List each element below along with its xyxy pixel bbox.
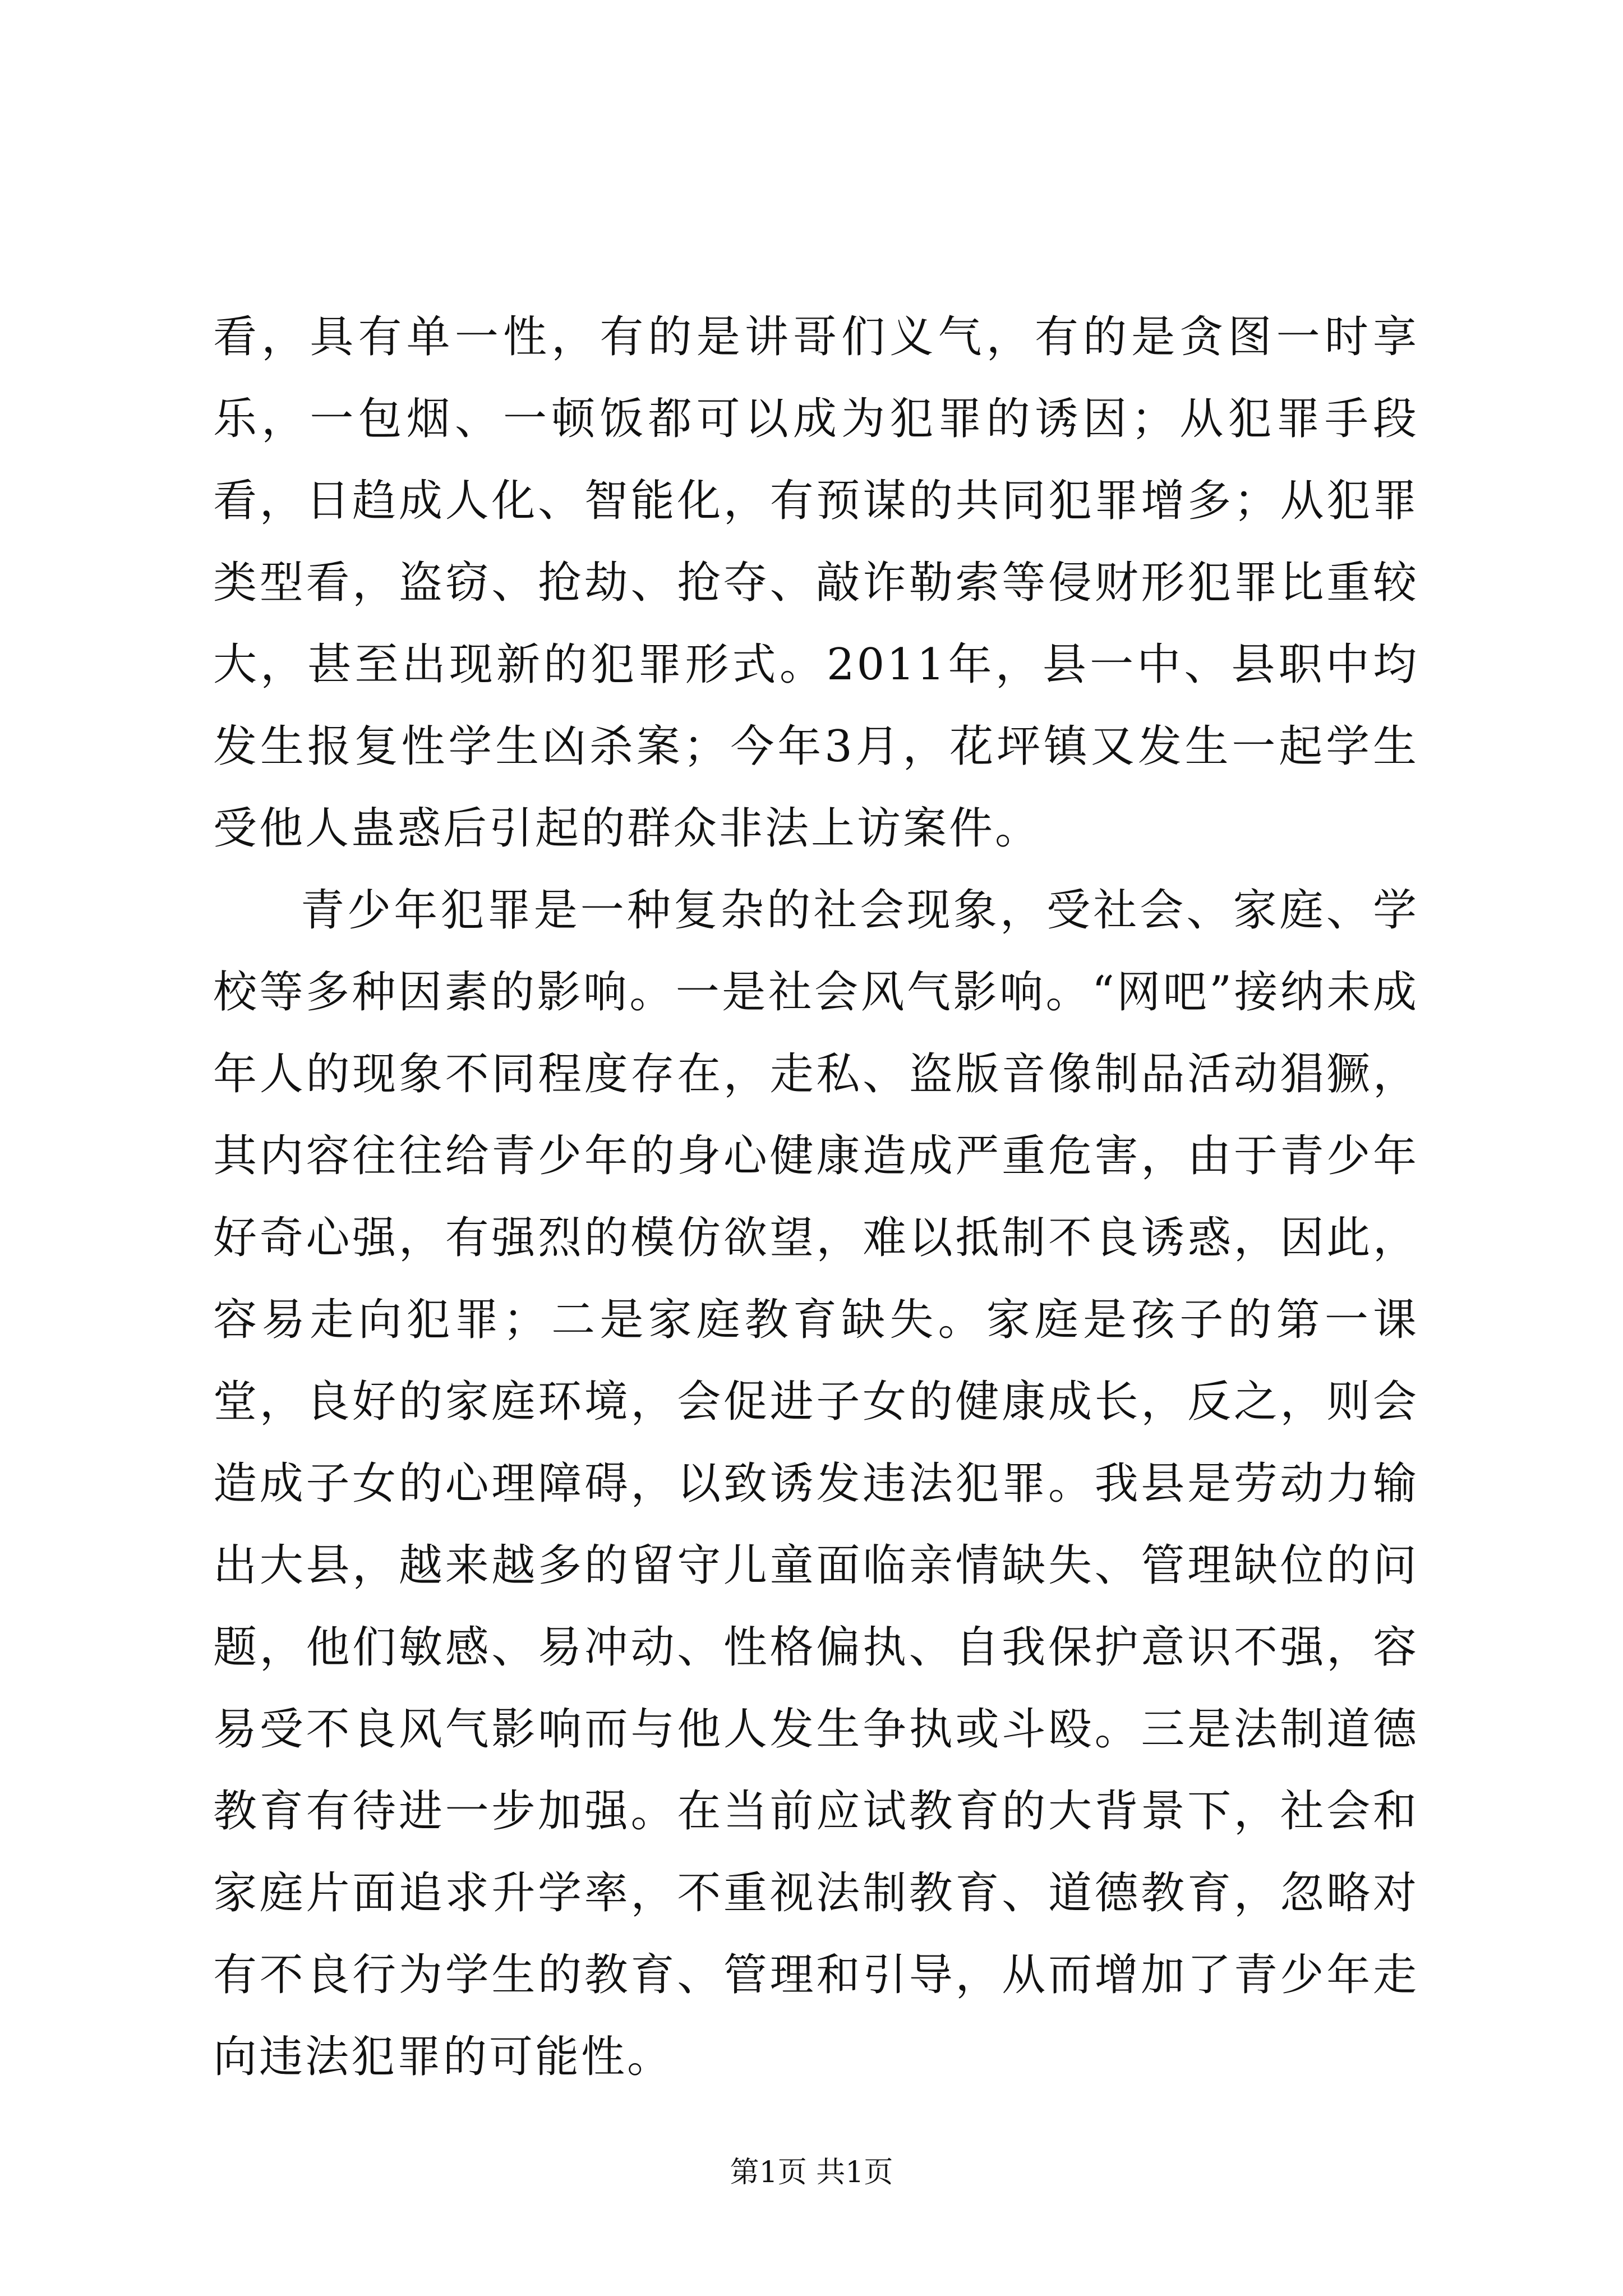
- page-footer: 第1页 共1页: [730, 2156, 893, 2189]
- paragraph-1: 看，具有单一性，有的是讲哥们义气，有的是贪图一时享乐，一包烟、一顿饭都可以成为犯罪的诱因；从犯罪手段看，日趋成人化、智能化，有预谋的共同犯罪增多；从犯罪类型看，盗窃、抢劫、抢夺、敲诈勒索等侵财形犯罪比重较大，甚至出现新的犯罪形式。2011年，县一中、县职中均发生报复性学生凶杀案；今年3月，花坪镇又发生一起学生受他人蛊惑后引起的群众非法上访案件。: [213, 312, 1419, 854]
- paragraph-2: 青少年犯罪是一种复杂的社会现象，受社会、家庭、学校等多种因素的影响。一是社会风气影响。“网吧”接纳未成年人的现象不同程度存在，走私、盗版音像制品活动猖獗，其内容往往给青少年的身心健康造成严重危害，由于青少年好奇心强，有强烈的模仿欲望，难以抵制不良诱惑，因此，容易走向犯罪；二是家庭教育缺失。家庭是孩子的第一课堂，良好的家庭环境，会促进子女的健康成长，反之，则会造成子女的心理障碍，以致诱发违法犯罪。我县是劳动力输出大县，越来越多的留守儿童面临亲情缺失、管理缺位的问题，他们敏感、易冲动、性格偏执、自我保护意识不强，容易受不良风气影响而与他人发生争执或斗殴。三是法制道德教育有待进一步加强。在当前应试教育的大背景下，社会和家庭片面追求升学率，不重视法制教育、道德教育，忽略对有不良行为学生的教育、管理和引导，从而增加了青少年走向违法犯罪的可能性。: [213, 885, 1419, 2082]
- document-body: [213, 296, 1419, 2098]
